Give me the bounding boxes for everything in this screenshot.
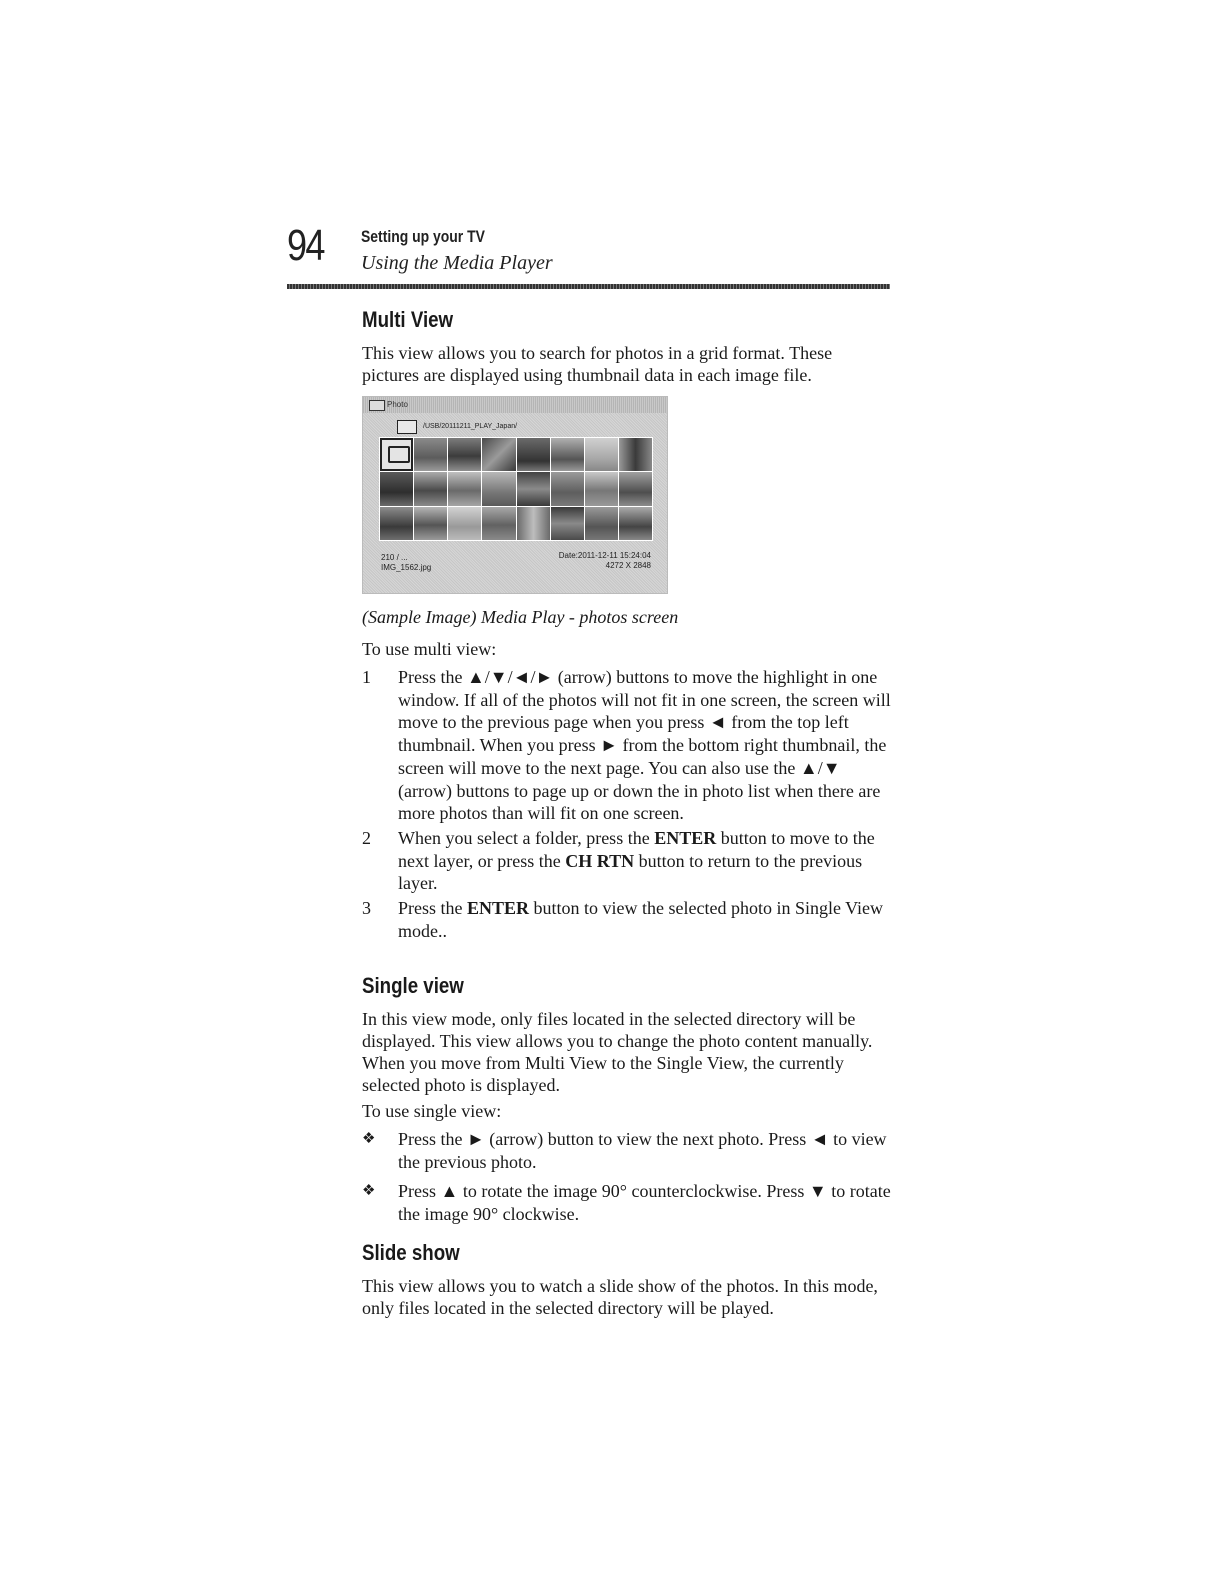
list-item	[362, 1180, 892, 1225]
photo-thumbnail	[482, 472, 515, 505]
photo-thumbnail	[551, 472, 584, 505]
header-divider	[287, 284, 890, 289]
step-text: Press the ▲/▼/◄/► (arrow) buttons to move the highlight in one window. If all of the photos will not fit in one screen, the screen will move to the previous page when you press ◄ from the top left thumbnail. When you press ► from the bottom right thumbnail, the screen will move to the next page. You can also use the ▲/▼ (arrow) buttons to page up or down the in photo list when there are more photos than will fit on one screen.	[398, 667, 891, 824]
step-text: button to return to the previous layer.	[398, 850, 863, 894]
photo-thumbnail	[380, 507, 413, 540]
bullet-text: Press the ► (arrow) button to view the next photo. Press ◄ to view the previous photo.	[398, 1129, 887, 1173]
screenshot-photo-info	[559, 551, 651, 571]
slide-show-heading: Slide show	[362, 1240, 460, 1266]
step-number: 2	[362, 827, 371, 848]
photo-thumbnail	[517, 438, 550, 471]
single-view-lead: To use single view:	[362, 1101, 502, 1122]
photo-thumbnail	[482, 507, 515, 540]
single-view-intro: In this view mode, only files located in the selected directory will be displayed. This view allows you to change the photo content manually. When you move from Multi View to the Single View, the currently selected photo is displayed.	[362, 1009, 873, 1096]
photo-thumbnail	[551, 507, 584, 540]
list-item	[362, 666, 892, 825]
photo-thumbnail	[619, 507, 652, 540]
photo-thumbnail	[448, 507, 481, 540]
folder-thumbnail	[380, 438, 413, 471]
screenshot-title-bar	[363, 397, 667, 413]
step-text: button to view the selected photo in Single View mode..	[398, 898, 884, 941]
photo-thumbnail	[448, 438, 481, 471]
single-view-bullets	[362, 1128, 892, 1225]
multi-view-intro: This view allows you to search for photos in a grid format. These pictures are displayed using thumbnail data in each image file.	[362, 343, 833, 385]
button-name: CH RTN	[565, 850, 635, 871]
diamond-bullet-icon: ❖	[362, 1182, 376, 1199]
diamond-bullet-icon: ❖	[362, 1131, 376, 1148]
photo-thumbnail	[414, 507, 447, 540]
step-text: When you select a folder, press the	[398, 827, 655, 848]
photo-thumbnail	[380, 472, 413, 505]
photo-thumbnail	[619, 472, 652, 505]
multi-view-steps	[362, 666, 892, 942]
photo-thumbnail	[517, 507, 550, 540]
photo-thumbnail	[551, 438, 584, 471]
multi-view-lead: To use multi view:	[362, 639, 497, 659]
screenshot-file-name: IMG_1562.jpg	[381, 563, 432, 572]
step-text: Press the	[398, 898, 467, 919]
screenshot-path: /USB/20111211_PLAY_Japan/	[423, 423, 518, 430]
running-header-subsection: Using the Media Player	[361, 252, 553, 274]
screenshot-file-count: 210 / ...	[381, 553, 408, 562]
multi-view-heading: Multi View	[362, 307, 454, 332]
photo-thumbnail	[585, 438, 618, 471]
page-content	[362, 302, 892, 1319]
step-number: 3	[362, 898, 371, 919]
step-text: button to move to the next layer, or press the	[398, 827, 875, 871]
figure-caption: (Sample Image) Media Play - photos screen	[362, 607, 679, 627]
page-number: 94	[287, 221, 324, 270]
screenshot-title: Photo	[387, 400, 408, 409]
photo-thumbnail	[482, 438, 515, 471]
photo-thumbnail	[414, 472, 447, 505]
single-view-heading: Single view	[362, 973, 464, 999]
photo-thumbnail	[585, 472, 618, 505]
slide-show-intro: This view allows you to watch a slide show of the photos. In this mode, only files located in the selected directory will be played.	[362, 1276, 878, 1319]
step-number: 1	[362, 667, 371, 687]
list-item	[362, 827, 892, 895]
screenshot-photo-date: Date:2011-12-11 15:24:04	[558, 551, 651, 560]
photo-thumbnail	[517, 472, 550, 505]
thumbnail-grid	[379, 437, 653, 541]
list-item	[362, 897, 892, 942]
list-item	[362, 1128, 892, 1173]
photo-folder-icon	[369, 400, 385, 411]
folder-icon	[397, 420, 417, 434]
photo-thumbnail	[619, 438, 652, 471]
photo-thumbnail	[585, 507, 618, 540]
running-header-section: Setting up your TV	[361, 227, 485, 246]
screenshot-file-info	[381, 553, 431, 573]
bullet-text: Press ▲ to rotate the image 90° counterclockwise. Press ▼ to rotate the image 90° clockwise.	[398, 1180, 891, 1224]
button-name: ENTER	[654, 827, 717, 848]
media-player-screenshot	[362, 396, 668, 594]
photo-thumbnail	[414, 438, 447, 471]
button-name: ENTER	[467, 898, 530, 919]
photo-thumbnail	[448, 472, 481, 505]
screenshot-photo-resolution: 4272 X 2848	[605, 561, 651, 570]
